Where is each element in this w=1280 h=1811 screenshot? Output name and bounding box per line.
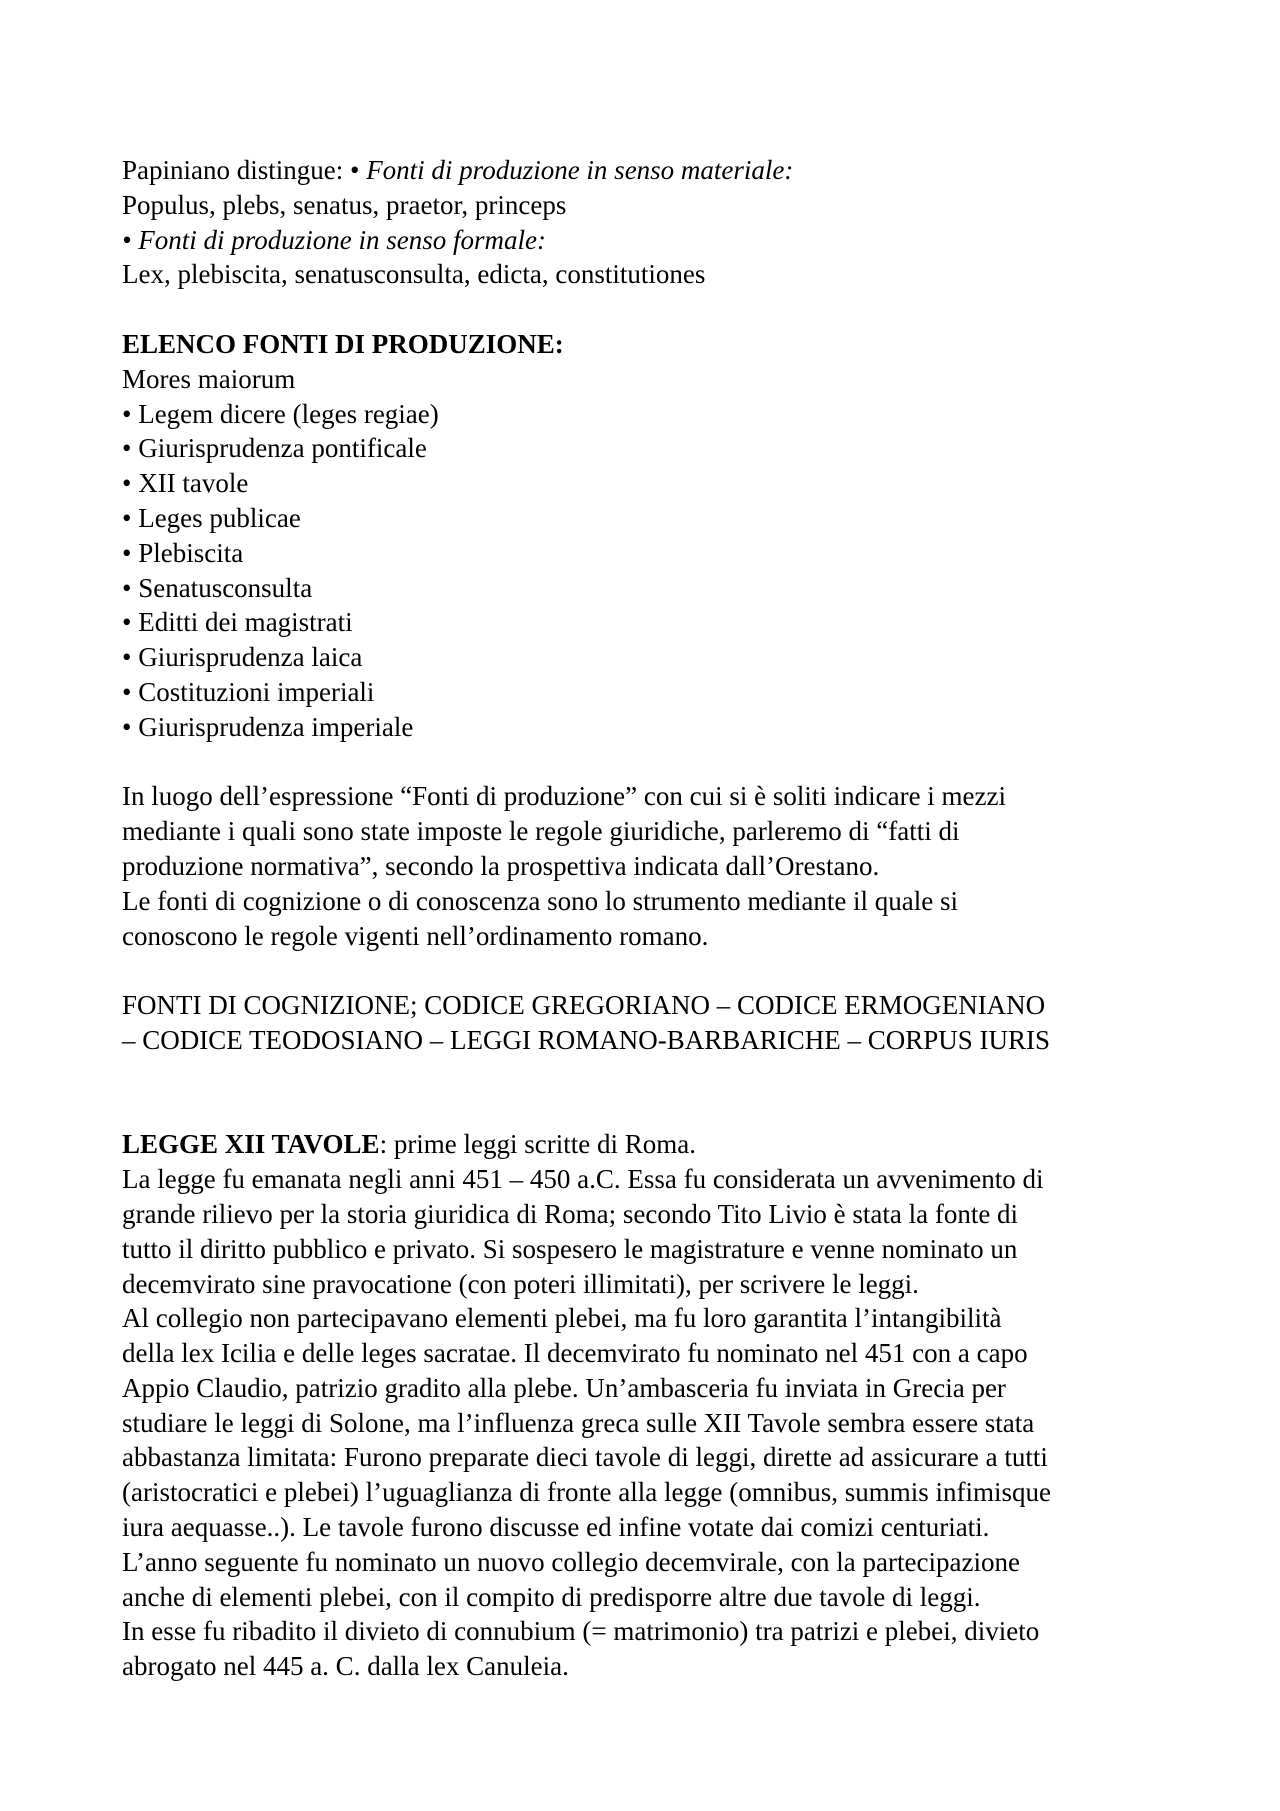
list-item: • Giurisprudenza imperiale [122, 711, 414, 742]
list-item: • Legem dicere (leges regiae) [122, 398, 439, 429]
elenco-heading: ELENCO FONTI DI PRODUZIONE: [122, 328, 564, 359]
intro-prefix: Papiniano distingue: • [122, 155, 367, 185]
list-item: • Editti dei magistrati [122, 607, 353, 638]
spacer [122, 1058, 1182, 1128]
intro-formal-heading: • Fonti di produzione in senso formale: [122, 224, 546, 255]
paragraph-line: studiare le leggi di Solone, ma l’influenza greca sulle XII Tavole sembra essere stata [122, 1407, 1035, 1438]
paragraph-line: iura aequasse..). Le tavole furono discusse ed infine votate dai comizi centuriati. [122, 1512, 990, 1543]
paragraph-line: grande rilievo per la storia giuridica di Roma; secondo Tito Livio è stata la fonte di [122, 1198, 1019, 1229]
paragraph-line: Appio Claudio, patrizio gradito alla plebe. Un’ambasceria fu inviata in Grecia per [122, 1372, 1006, 1403]
paragraph-line: In esse fu ribadito il divieto di connubium (= matrimonio) tra patrizi e plebei, divieto [122, 1616, 1040, 1647]
list-item: • Giurisprudenza laica [122, 642, 363, 673]
paragraph-line: della lex Icilia e delle leges sacratae. Il decemvirato fu nominato nel 451 con a capo [122, 1338, 1028, 1369]
spacer [122, 292, 1182, 327]
list-item: • XII tavole [122, 468, 249, 499]
paragraph-xii-tavole [122, 1162, 1182, 1684]
paragraph-line: decemvirato sine pravocatione (con poteri illimitati), per scrivere le leggi. [122, 1268, 919, 1299]
intro-material-heading: Fonti di produzione in senso materiale: [366, 155, 794, 185]
paragraph-line: produzione normativa”, secondo la prospettiva indicata dall’Orestano. [122, 850, 880, 881]
paragraph-line: (aristocratici e plebei) l’uguaglianza di fronte alla legge (omnibus, summis infimisque [122, 1477, 1051, 1508]
intro-line-4: Lex, plebiscita, senatusconsulta, edicta, constitutiones [122, 259, 706, 290]
list-item: • Plebiscita [122, 537, 244, 568]
xii-heading-title: LEGGE XII TAVOLE [122, 1129, 380, 1160]
document-body [122, 153, 1182, 1684]
paragraph-line: In luogo dell’espressione “Fonti di produzione” con cui si è soliti indicare i mezzi [122, 781, 1007, 812]
list-item: • Leges publicae [122, 502, 301, 533]
paragraph-line: FONTI DI COGNIZIONE; CODICE GREGORIANO – CODICE ERMOGENIANO [122, 990, 1046, 1021]
paragraph-line: Al collegio non partecipavano elementi plebei, ma fu loro garantita l’intangibilità [122, 1303, 1002, 1334]
elenco-list [122, 362, 1182, 745]
paragraph-fonti [122, 779, 1182, 953]
fonti-cognizione [122, 988, 1182, 1058]
intro-line-1 [122, 153, 1182, 188]
list-item: • Giurisprudenza pontificale [122, 433, 427, 464]
paragraph-line: Le fonti di cognizione o di conoscenza sono lo strumento mediante il quale si [122, 885, 959, 916]
paragraph-line: abrogato nel 445 a. C. dalla lex Canuleia. [122, 1651, 569, 1682]
spacer [122, 745, 1182, 780]
paragraph-line: tutto il diritto pubblico e privato. Si sospesero le magistrature e venne nominato un [122, 1233, 1018, 1264]
list-item: • Senatusconsulta [122, 572, 313, 603]
paragraph-line: mediante i quali sono state imposte le regole giuridiche, parleremo di “fatti di [122, 816, 960, 847]
paragraph-line: conoscono le regole vigenti nell’ordinamento romano. [122, 920, 709, 951]
paragraph-line: – CODICE TEODOSIANO – LEGGI ROMANO-BARBARICHE – CORPUS IURIS [122, 1024, 1051, 1055]
spacer [122, 953, 1182, 988]
list-item: • Costituzioni imperiali [122, 676, 375, 707]
intro-line-2: Populus, plebs, senatus, praetor, princeps [122, 189, 567, 220]
xii-heading-subtitle: : prime leggi scritte di Roma. [379, 1129, 696, 1160]
paragraph-line: abbastanza limitata: Furono preparate dieci tavole di leggi, dirette ad assicurare a tutti [122, 1442, 1048, 1473]
paragraph-line: L’anno seguente fu nominato un nuovo collegio decemvirale, con la partecipazione [122, 1546, 1020, 1577]
list-item: Mores maiorum [122, 363, 296, 394]
xii-heading [122, 1127, 1182, 1162]
paragraph-line: La legge fu emanata negli anni 451 – 450 a.C. Essa fu considerata un avvenimento di [122, 1164, 1044, 1195]
paragraph-line: anche di elementi plebei, con il compito di predisporre altre due tavole di leggi. [122, 1581, 981, 1612]
